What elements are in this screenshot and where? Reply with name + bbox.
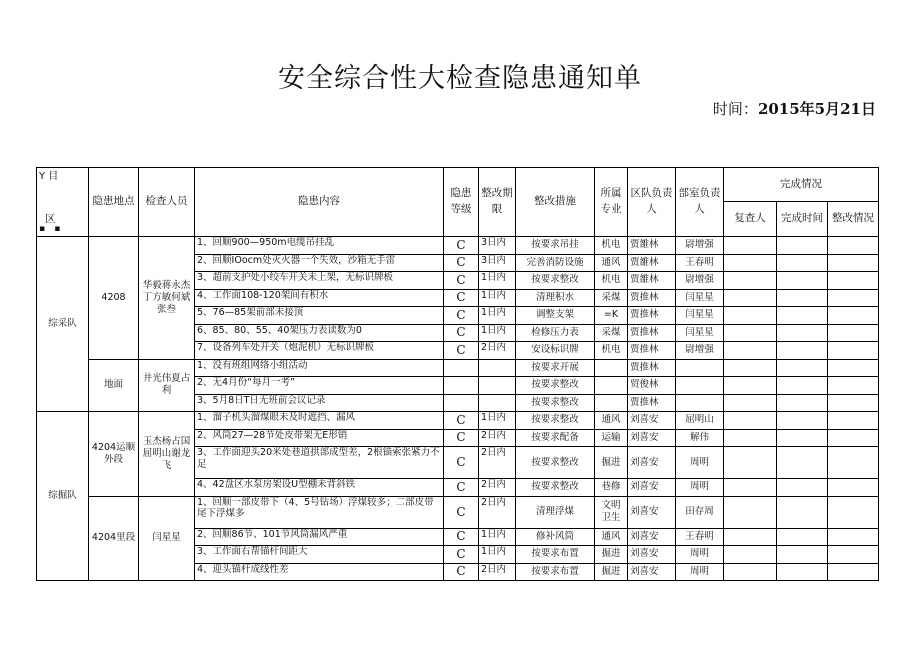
rect-status-cell bbox=[828, 496, 879, 528]
specialty-cell: 通风 bbox=[595, 254, 628, 272]
hazard-level: C bbox=[444, 479, 479, 497]
hazard-content: 3、工作面右帮锚杆间距大 bbox=[195, 546, 444, 564]
rectify-measure: 清理浮煤 bbox=[516, 496, 595, 528]
rectify-measure: 按要求布置 bbox=[516, 563, 595, 581]
rechecker-cell bbox=[724, 412, 777, 430]
rectify-measure: 检修压力表 bbox=[516, 324, 595, 342]
hazard-content: 4、迎头锚杆成线性差 bbox=[195, 563, 444, 581]
rectify-deadline bbox=[479, 394, 516, 412]
hazard-level: C bbox=[444, 429, 479, 447]
rectify-measure: 修补风筒 bbox=[516, 528, 595, 546]
specialty-cell: 采煤 bbox=[595, 289, 628, 307]
rechecker-cell bbox=[724, 496, 777, 528]
rechecker-cell bbox=[724, 479, 777, 497]
hazard-level: C bbox=[444, 254, 479, 272]
rectify-deadline: 1日内 bbox=[479, 528, 516, 546]
table-row bbox=[37, 237, 879, 255]
rect-status-cell bbox=[828, 342, 879, 360]
dept-lead-cell: 田存周 bbox=[676, 496, 724, 528]
header-team-lead: 区队负责人 bbox=[628, 168, 676, 237]
rechecker-cell bbox=[724, 563, 777, 581]
header-category-top: Y 目 bbox=[39, 171, 59, 182]
hazard-content: 6、85、80、55、40架压力表读数为0 bbox=[195, 324, 444, 342]
team-lead-cell: 贾雒林 bbox=[628, 237, 676, 255]
rectify-measure: 按要求整改 bbox=[516, 272, 595, 290]
done-time-cell bbox=[777, 272, 828, 290]
rectify-deadline: 1日内 bbox=[479, 412, 516, 430]
hazard-level: C bbox=[444, 289, 479, 307]
hazard-content: 3、5月8日T日无班前会议记录 bbox=[195, 394, 444, 412]
rectify-deadline: 3日内 bbox=[479, 237, 516, 255]
hazard-content: 2、回顺86节、101节风筒漏风严重 bbox=[195, 528, 444, 546]
done-time-cell bbox=[777, 496, 828, 528]
dept-lead-cell: 闫星星 bbox=[676, 324, 724, 342]
rectify-deadline: 1日内 bbox=[479, 272, 516, 290]
rechecker-cell bbox=[724, 528, 777, 546]
rechecker-cell bbox=[724, 377, 777, 395]
rectify-deadline bbox=[479, 359, 516, 377]
dept-lead-cell: 王春明 bbox=[676, 528, 724, 546]
rectify-measure: 按要求开展 bbox=[516, 359, 595, 377]
rectify-measure: 按要求整改 bbox=[516, 412, 595, 430]
rectify-deadline: 2日内 bbox=[479, 429, 516, 447]
dept-lead-cell bbox=[676, 359, 724, 377]
specialty-cell: 运输 bbox=[595, 429, 628, 447]
hazard-content: 1、没有班组网络小组活动 bbox=[195, 359, 444, 377]
hazard-content: 2、风筒27—28节处皮带架无E形销 bbox=[195, 429, 444, 447]
hazard-level: C bbox=[444, 272, 479, 290]
rechecker-cell bbox=[724, 359, 777, 377]
hazard-level bbox=[444, 377, 479, 395]
header-category-bottom: 区 bbox=[45, 213, 56, 225]
team-lead-cell: 刘喜安 bbox=[628, 429, 676, 447]
rectify-deadline: 1日内 bbox=[479, 546, 516, 564]
rectify-measure: 按要求整改 bbox=[516, 394, 595, 412]
rect-status-cell bbox=[828, 289, 879, 307]
hazard-content: 3、工作面迎头20米处巷道拱部成型差，2根锚索张紧力不足 bbox=[195, 447, 444, 479]
notice-date bbox=[713, 98, 876, 119]
team-cell: 综采队 bbox=[37, 237, 89, 412]
rectify-deadline: 1日内 bbox=[479, 324, 516, 342]
rectify-measure: 清理积水 bbox=[516, 289, 595, 307]
date-label: 时间： bbox=[712, 100, 758, 118]
specialty-cell: 巷修 bbox=[595, 479, 628, 497]
table-row bbox=[37, 496, 879, 528]
team-lead-cell: 贾推林 bbox=[628, 342, 676, 360]
rect-status-cell bbox=[828, 546, 879, 564]
team-lead-cell: 贾雒林 bbox=[628, 254, 676, 272]
hazard-level: C bbox=[444, 412, 479, 430]
specialty-cell bbox=[595, 359, 628, 377]
specialty-cell: =K bbox=[595, 307, 628, 325]
hazard-level: C bbox=[444, 342, 479, 360]
header-inspectors: 检查人员 bbox=[139, 168, 195, 237]
hazard-level bbox=[444, 359, 479, 377]
specialty-cell bbox=[595, 377, 628, 395]
header-location: 隐患地点 bbox=[89, 168, 139, 237]
inspectors-cell: 华毅蒋永杰丁方敏何斌张叁 bbox=[139, 237, 195, 360]
rechecker-cell bbox=[724, 254, 777, 272]
dept-lead-cell: 周明 bbox=[676, 546, 724, 564]
done-time-cell bbox=[777, 429, 828, 447]
rect-status-cell bbox=[828, 377, 879, 395]
dept-lead-cell bbox=[676, 377, 724, 395]
hazard-level: C bbox=[444, 528, 479, 546]
team-lead-cell: 贾雒林 bbox=[628, 272, 676, 290]
hazard-content: 5、76—85架前部未接顶 bbox=[195, 307, 444, 325]
table-row bbox=[37, 412, 879, 430]
specialty-cell bbox=[595, 394, 628, 412]
header-content: 隐患内容 bbox=[195, 168, 444, 237]
rectify-measure: 按要求整改 bbox=[516, 479, 595, 497]
hazard-table-body bbox=[37, 237, 879, 581]
rect-status-cell bbox=[828, 394, 879, 412]
rectify-measure: 按要求整改 bbox=[516, 377, 595, 395]
hazard-level: C bbox=[444, 496, 479, 528]
header-category-marks: ▪ ▪ bbox=[39, 223, 64, 234]
specialty-cell: 掘进 bbox=[595, 546, 628, 564]
specialty-cell: 机电 bbox=[595, 342, 628, 360]
done-time-cell bbox=[777, 546, 828, 564]
specialty-cell: 机电 bbox=[595, 272, 628, 290]
hazard-content: 1、回顺900—950m电缆吊挂乱 bbox=[195, 237, 444, 255]
rectify-measure: 按要求布置 bbox=[516, 546, 595, 564]
rect-status-cell bbox=[828, 528, 879, 546]
date-value: 2015年5月21日 bbox=[757, 100, 876, 118]
rect-status-cell bbox=[828, 563, 879, 581]
team-lead-cell: 刘喜安 bbox=[628, 563, 676, 581]
done-time-cell bbox=[777, 563, 828, 581]
rectify-deadline: 2日内 bbox=[479, 563, 516, 581]
done-time-cell bbox=[777, 394, 828, 412]
rect-status-cell bbox=[828, 429, 879, 447]
rectify-deadline: 2日内 bbox=[479, 447, 516, 479]
rectify-measure: 按要求整改 bbox=[516, 447, 595, 479]
dept-lead-cell: 周明 bbox=[676, 479, 724, 497]
dept-lead-cell: 闫星星 bbox=[676, 307, 724, 325]
rectify-measure: 调整支架 bbox=[516, 307, 595, 325]
rechecker-cell bbox=[724, 324, 777, 342]
hazard-level bbox=[444, 394, 479, 412]
rechecker-cell bbox=[724, 307, 777, 325]
done-time-cell bbox=[777, 412, 828, 430]
header-row-1 bbox=[37, 168, 879, 202]
hazard-content: 2、无4月份“每月一考” bbox=[195, 377, 444, 395]
team-lead-cell: 贾推林 bbox=[628, 359, 676, 377]
specialty-cell: 掘进 bbox=[595, 447, 628, 479]
done-time-cell bbox=[777, 307, 828, 325]
rechecker-cell bbox=[724, 289, 777, 307]
rect-status-cell bbox=[828, 447, 879, 479]
dept-lead-cell: 屈明山 bbox=[676, 412, 724, 430]
done-time-cell bbox=[777, 528, 828, 546]
done-time-cell bbox=[777, 342, 828, 360]
specialty-cell: 文明卫生 bbox=[595, 496, 628, 528]
rectify-measure: 完善消防设施 bbox=[516, 254, 595, 272]
rechecker-cell bbox=[724, 447, 777, 479]
hazard-content: 4、工作面108-120架间有积水 bbox=[195, 289, 444, 307]
rechecker-cell bbox=[724, 394, 777, 412]
header-category bbox=[37, 168, 89, 237]
dept-lead-cell: 尉增强 bbox=[676, 237, 724, 255]
team-lead-cell: 贾推林 bbox=[628, 289, 676, 307]
rectify-measure: 按要求配备 bbox=[516, 429, 595, 447]
hazard-level: C bbox=[444, 307, 479, 325]
dept-lead-cell bbox=[676, 394, 724, 412]
header-level: 隐患等级 bbox=[444, 168, 479, 237]
rectify-deadline: 2日内 bbox=[479, 496, 516, 528]
rechecker-cell bbox=[724, 429, 777, 447]
rect-status-cell bbox=[828, 237, 879, 255]
hazard-level: C bbox=[444, 546, 479, 564]
rect-status-cell bbox=[828, 412, 879, 430]
rect-status-cell bbox=[828, 479, 879, 497]
dept-lead-cell: 尉增强 bbox=[676, 272, 724, 290]
hazard-content: 2、回顺IOocm处灭火器一个失效，沙箱无手雷 bbox=[195, 254, 444, 272]
rechecker-cell bbox=[724, 342, 777, 360]
rect-status-cell bbox=[828, 272, 879, 290]
rectify-deadline: 2日内 bbox=[479, 342, 516, 360]
rechecker-cell bbox=[724, 272, 777, 290]
dept-lead-cell: 周明 bbox=[676, 447, 724, 479]
done-time-cell bbox=[777, 447, 828, 479]
done-time-cell bbox=[777, 359, 828, 377]
team-lead-cell: 刘喜安 bbox=[628, 447, 676, 479]
done-time-cell bbox=[777, 289, 828, 307]
specialty-cell: 通风 bbox=[595, 412, 628, 430]
hazard-table bbox=[36, 167, 879, 581]
team-lead-cell: 刘喜安 bbox=[628, 546, 676, 564]
dept-lead-cell: 周明 bbox=[676, 563, 724, 581]
header-dept-lead: 部室负责人 bbox=[676, 168, 724, 237]
header-specialty: 所属专业 bbox=[595, 168, 628, 237]
inspectors-cell: 井光伟夏占利 bbox=[139, 359, 195, 412]
hazard-content: 3、超前支护处小绞车开关未上架，无标识牌板 bbox=[195, 272, 444, 290]
rectify-deadline: 3日内 bbox=[479, 254, 516, 272]
done-time-cell bbox=[777, 377, 828, 395]
team-lead-cell: 刘喜安 bbox=[628, 479, 676, 497]
specialty-cell: 机电 bbox=[595, 237, 628, 255]
done-time-cell bbox=[777, 237, 828, 255]
team-lead-cell: 贾推林 bbox=[628, 324, 676, 342]
rect-status-cell bbox=[828, 254, 879, 272]
dept-lead-cell: 闫星星 bbox=[676, 289, 724, 307]
hazard-content: 1、溜子机头溜煤眼未及时遮挡、漏风 bbox=[195, 412, 444, 430]
team-lead-cell: 贸俊林 bbox=[628, 377, 676, 395]
rectify-deadline bbox=[479, 377, 516, 395]
dept-lead-cell: 王春明 bbox=[676, 254, 724, 272]
header-completion: 完成情况 bbox=[724, 168, 879, 202]
done-time-cell bbox=[777, 254, 828, 272]
inspectors-cell: 玉杰杨占国屈明山谢龙飞 bbox=[139, 412, 195, 497]
done-time-cell bbox=[777, 324, 828, 342]
team-lead-cell: 贾推林 bbox=[628, 307, 676, 325]
rectify-deadline: 2日内 bbox=[479, 479, 516, 497]
dept-lead-cell: 尉增强 bbox=[676, 342, 724, 360]
table-row bbox=[37, 359, 879, 377]
hazard-content: 4、42盘区水泵房架设U型棚未背斜铁 bbox=[195, 479, 444, 497]
page-title: 安全综合性大检查隐患通知单 bbox=[278, 63, 642, 94]
rectify-measure: 按要求吊挂 bbox=[516, 237, 595, 255]
done-time-cell bbox=[777, 479, 828, 497]
specialty-cell: 掘进 bbox=[595, 563, 628, 581]
hazard-content: 1、回顺一部皮带下（4、5号钻场）浮煤较多；二部皮带尾下浮煤多 bbox=[195, 496, 444, 528]
rect-status-cell bbox=[828, 324, 879, 342]
rectify-deadline: 1日内 bbox=[479, 307, 516, 325]
hazard-content: 7、设备列车处开关（炮泥机）无标识牌板 bbox=[195, 342, 444, 360]
rechecker-cell bbox=[724, 237, 777, 255]
rechecker-cell bbox=[724, 546, 777, 564]
specialty-cell: 采煤 bbox=[595, 324, 628, 342]
team-lead-cell: 贾推林 bbox=[628, 394, 676, 412]
team-lead-cell: 刘喜安 bbox=[628, 528, 676, 546]
rect-status-cell bbox=[828, 307, 879, 325]
header-rechecker: 复查人 bbox=[724, 202, 777, 237]
location-cell: 4204里段 bbox=[89, 496, 139, 581]
rectify-deadline: 1日内 bbox=[479, 289, 516, 307]
dept-lead-cell: 解伟 bbox=[676, 429, 724, 447]
header-measure: 整改措施 bbox=[516, 168, 595, 237]
location-cell: 地面 bbox=[89, 359, 139, 412]
hazard-level: C bbox=[444, 237, 479, 255]
header-rect-status: 整改情况 bbox=[828, 202, 879, 237]
hazard-level: C bbox=[444, 447, 479, 479]
location-cell: 4204运顺外段 bbox=[89, 412, 139, 497]
team-lead-cell: 刘喜安 bbox=[628, 412, 676, 430]
header-deadline: 整改期限 bbox=[479, 168, 516, 237]
hazard-level: C bbox=[444, 563, 479, 581]
inspectors-cell: 闫星星 bbox=[139, 496, 195, 581]
rect-status-cell bbox=[828, 359, 879, 377]
team-cell: 综掘队 bbox=[37, 412, 89, 581]
team-lead-cell: 刘喜安 bbox=[628, 496, 676, 528]
header-done-time: 完成时间 bbox=[777, 202, 828, 237]
hazard-level: C bbox=[444, 324, 479, 342]
rectify-measure: 安设标识牌 bbox=[516, 342, 595, 360]
location-cell: 4208 bbox=[89, 237, 139, 360]
specialty-cell: 通风 bbox=[595, 528, 628, 546]
